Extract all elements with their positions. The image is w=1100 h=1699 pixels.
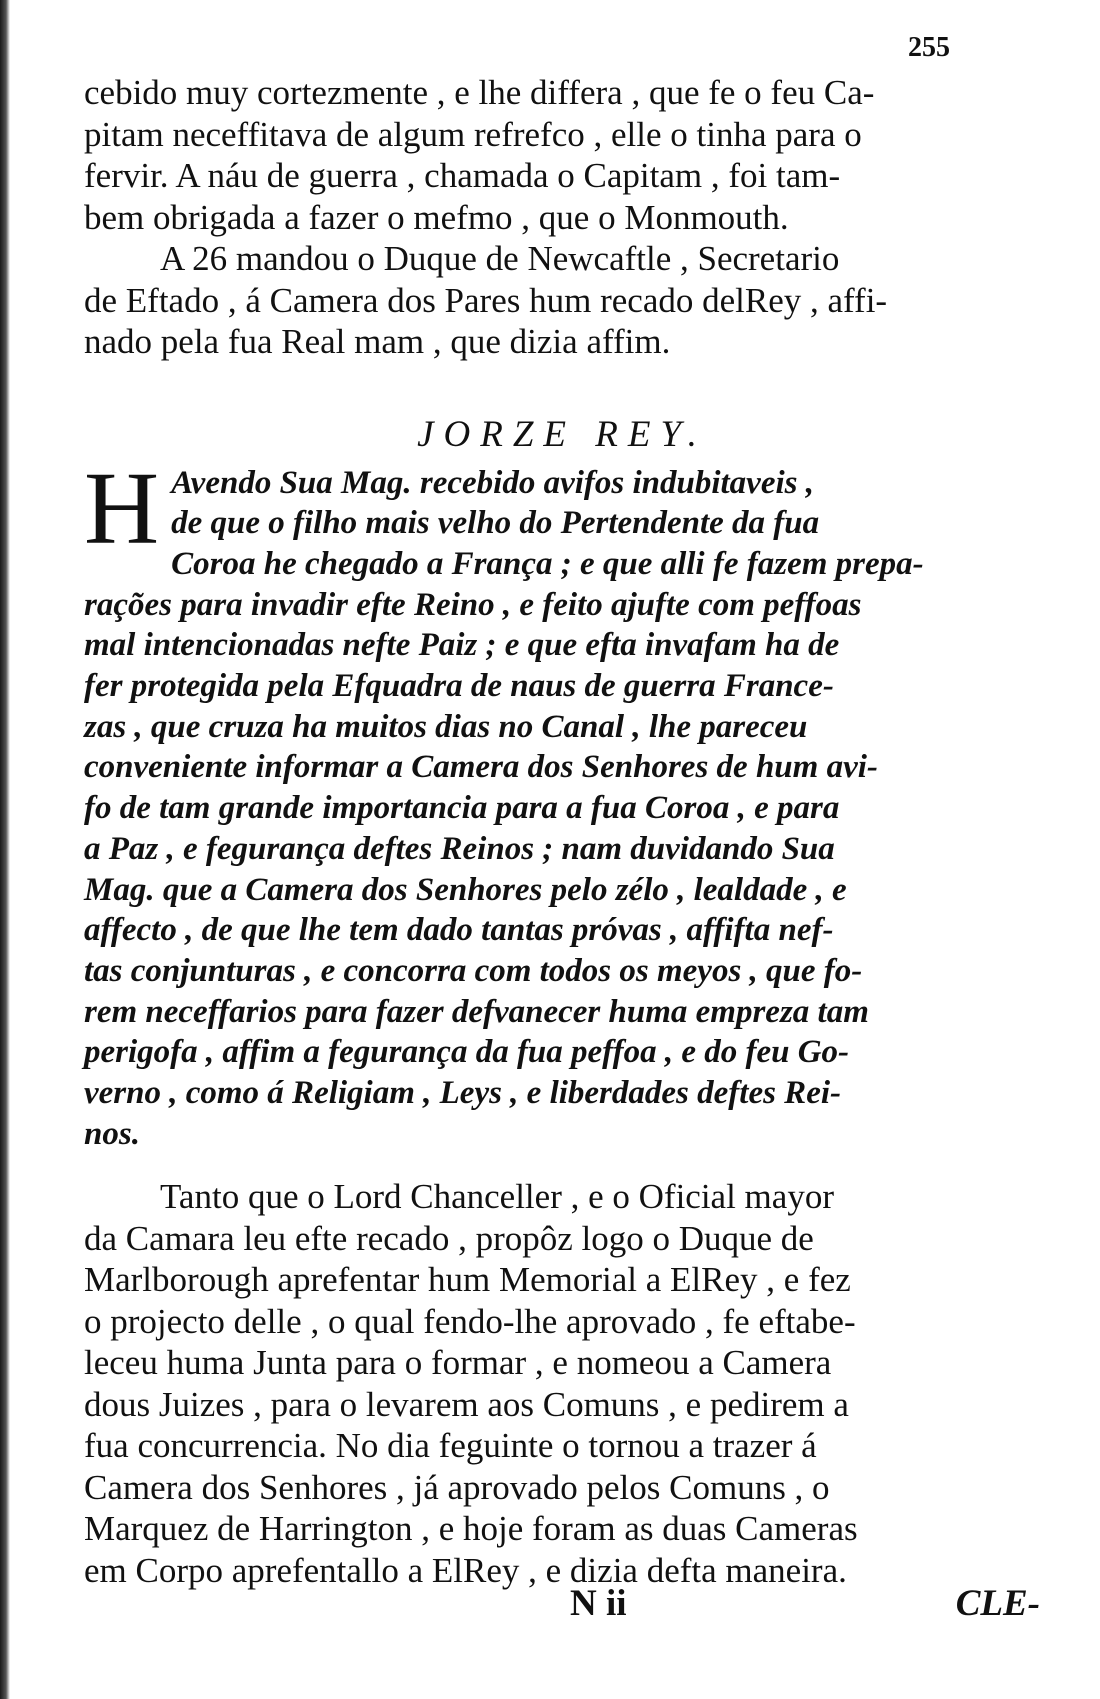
- text-line: leceu huma Junta para o formar , e nomeou a Camera: [84, 1343, 832, 1383]
- decree-line: rações para invadir efte Reino , e feito ajufte com peffoas: [84, 586, 862, 623]
- decree-line: affecto , de que lhe tem dado tantas próvas , affifta nef-: [84, 912, 834, 949]
- page-text: [84, 72, 1040, 1591]
- text-line: Marquez de Harrington , e hoje foram as duas Cameras: [84, 1509, 858, 1549]
- decree-line: perigofa , affim a fegurança da fua peffoa , e do feu Go-: [84, 1034, 850, 1071]
- page-binding-edge: [0, 0, 10, 1699]
- drop-capital: H: [84, 450, 160, 566]
- text-line: bem obrigada a fazer o mefmo , que o Monmouth.: [84, 197, 789, 237]
- decree-line: fo de tam grande importancia para a fua Coroa , e para: [84, 790, 840, 827]
- decree-line: fer protegida pela Efquadra de naus de guerra France-: [84, 668, 834, 705]
- decree-line: zas , que cruza ha muitos dias no Canal , lhe pareceu: [84, 708, 808, 745]
- page-number: 255: [908, 32, 950, 63]
- text-line: A 26 mandou o Duque de Newcaftle , Secretario: [160, 239, 840, 278]
- catchword: CLE-: [955, 1583, 1040, 1624]
- decree-line: a Paz , e fegurança deftes Reinos ; nam duvidando Sua: [84, 830, 835, 867]
- signature-mark: N ii: [570, 1583, 627, 1624]
- text-line: fua concurrencia. No dia feguinte o tornou a trazer á: [84, 1426, 817, 1466]
- page-footer: [84, 1582, 1040, 1626]
- text-line: nado pela fua Real mam , que dizia affim.: [84, 322, 671, 361]
- paragraph-memorial: [84, 1176, 1040, 1591]
- decree-line: Coroa he chegado a França ; e que alli fe fazem prepa-: [171, 545, 924, 582]
- text-line: cebido muy cortezmente , e lhe differa , que fe o feu Ca-: [84, 73, 875, 112]
- text-line: Marlborough aprefentar hum Memorial a ElRey , e fez: [84, 1260, 851, 1300]
- text-line: Tanto que o Lord Chanceller , e o Oficial mayor: [160, 1177, 834, 1217]
- decree-line: de que o filho mais velho do Pertendente da fua: [171, 505, 820, 542]
- decree-line: nos.: [84, 1115, 140, 1152]
- text-line: da Camara leu efte recado , propôz logo o Duque de: [84, 1218, 814, 1258]
- decree-line: mal intencionadas nefte Paiz ; e que efta invafam ha de: [84, 627, 840, 664]
- paragraph-recado: [84, 238, 1040, 363]
- paragraph-continuation: [84, 72, 1040, 238]
- text-line: fervir. A náu de guerra , chamada o Capitam , foi tam-: [84, 156, 841, 195]
- decree-line: tas conjunturas , e concorra com todos os meyos , que fo-: [84, 952, 863, 989]
- text-line: Camera dos Senhores , já aprovado pelos Comuns , o: [84, 1467, 830, 1507]
- text-line: pitam neceffitava de algum refrefco , elle o tinha para o: [84, 114, 862, 154]
- decree-line: Avendo Sua Mag. recebido avifos indubitaveis ,: [171, 464, 814, 501]
- decree-line: rem neceffarios para fazer defvanecer huma empreza tam: [84, 993, 869, 1030]
- royal-decree: [84, 450, 1040, 1155]
- text-line: o projecto delle , o qual fendo-lhe aprovado , fe eftabe-: [84, 1301, 856, 1341]
- decree-line: verno , como á Religiam , Leys , e liberdades deftes Rei-: [84, 1075, 842, 1112]
- decree-line: conveniente informar a Camera dos Senhores de hum avi-: [84, 749, 878, 786]
- paragraph-gap: [84, 1154, 1040, 1176]
- text-line: dous Juizes , para o levarem aos Comuns , e pedirem a: [84, 1384, 849, 1424]
- text-line: de Eftado , á Camera dos Pares hum recado delRey , affi-: [84, 280, 888, 320]
- decree-heading: JORZE REY.: [417, 413, 707, 455]
- decree-line: Mag. que a Camera dos Senhores pelo zélo , lealdade , e: [84, 871, 847, 908]
- text-line: em Corpo aprefentallo a ElRey , e dizia defta maneira.: [84, 1550, 847, 1590]
